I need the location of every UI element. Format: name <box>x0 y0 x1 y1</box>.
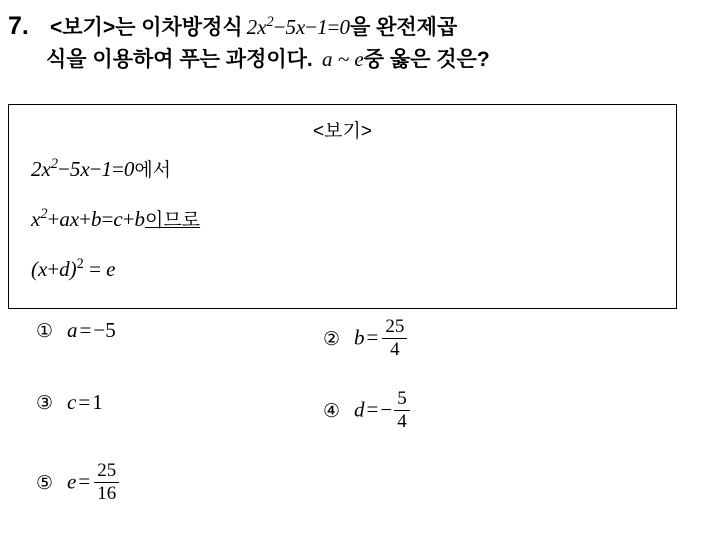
choice-2[interactable] <box>313 318 613 361</box>
question-line-1 <box>8 8 693 44</box>
box-line-3-math: $(x+d)^2 = e$ <box>31 256 116 281</box>
choice-1[interactable] <box>8 318 313 343</box>
box-line-3 <box>31 257 676 280</box>
box-line-2-text: 이므로 <box>145 210 201 231</box>
box-body <box>9 157 676 280</box>
choice-2-numerator: 25 <box>382 317 407 339</box>
choice-2-relation: = <box>366 325 379 350</box>
choice-1-relation: = <box>79 318 92 342</box>
choice-1-variable: a <box>67 318 78 342</box>
box-line-1-math: $2x^2-5x-1=0$ <box>31 156 135 181</box>
choice-5-variable: e <box>67 469 77 494</box>
question-text-post: 을 완전제곱 <box>349 16 458 39</box>
choice-3-relation: = <box>78 390 91 414</box>
question-text-pre-2: 식을 이용하여 푸는 과정이다. <box>46 48 313 72</box>
choice-4-text <box>354 390 412 433</box>
choice-2-variable: b <box>354 325 365 350</box>
choice-5-fraction <box>94 461 119 504</box>
boxed-content <box>8 104 677 309</box>
box-title: <보기> <box>313 121 372 142</box>
box-line-1-text: 에서 <box>134 160 172 181</box>
choice-3-text <box>67 390 103 415</box>
choice-4-fraction <box>394 389 410 432</box>
box-line-2 <box>31 207 676 230</box>
question-text-post-2: 중 옳은 것은? <box>363 48 490 72</box>
question-line-2 <box>8 44 693 75</box>
question-text-pre: <보기>는 이차방정식 <box>50 16 243 39</box>
choice-2-marker: ② <box>323 328 341 351</box>
choice-row-3 <box>8 462 677 534</box>
choice-2-text <box>354 318 409 361</box>
choice-5-denominator: 16 <box>97 482 117 504</box>
choice-1-marker: ① <box>36 319 54 342</box>
choice-row-1 <box>8 318 677 390</box>
choice-4-marker: ④ <box>323 400 341 423</box>
question-equation: $2x^2-5x-1=0$ <box>246 14 350 39</box>
choice-5-numerator: 25 <box>94 461 119 483</box>
choice-4-numerator: 5 <box>394 389 410 411</box>
choice-1-sign: − <box>93 318 106 342</box>
choice-3-marker: ③ <box>36 391 54 414</box>
choice-1-text <box>67 318 116 343</box>
choice-4-variable: d <box>354 397 365 422</box>
box-line-2-math: $x^2+ax+b=c+b$ <box>31 206 145 231</box>
choice-4[interactable] <box>313 390 613 433</box>
choice-4-relation: = <box>366 397 379 422</box>
question-stem <box>8 8 693 76</box>
choice-3-variable: c <box>67 390 77 414</box>
choice-3[interactable] <box>8 390 313 415</box>
choice-list <box>8 318 677 534</box>
box-line-1 <box>31 157 676 180</box>
choice-row-2 <box>8 390 677 462</box>
choice-2-denominator: 4 <box>390 338 400 360</box>
choice-5-text <box>67 462 121 505</box>
choice-5[interactable] <box>8 462 313 505</box>
choice-2-fraction <box>382 317 407 360</box>
choice-4-sign: − <box>380 397 393 422</box>
question-variable-range: a ~ e <box>322 47 364 72</box>
choice-4-denominator: 4 <box>397 410 407 432</box>
question-number: 7. <box>8 12 29 40</box>
choice-5-marker: ⑤ <box>36 472 54 495</box>
choice-1-value: 5 <box>105 318 116 342</box>
choice-5-relation: = <box>78 469 91 494</box>
choice-3-value: 1 <box>92 390 103 414</box>
